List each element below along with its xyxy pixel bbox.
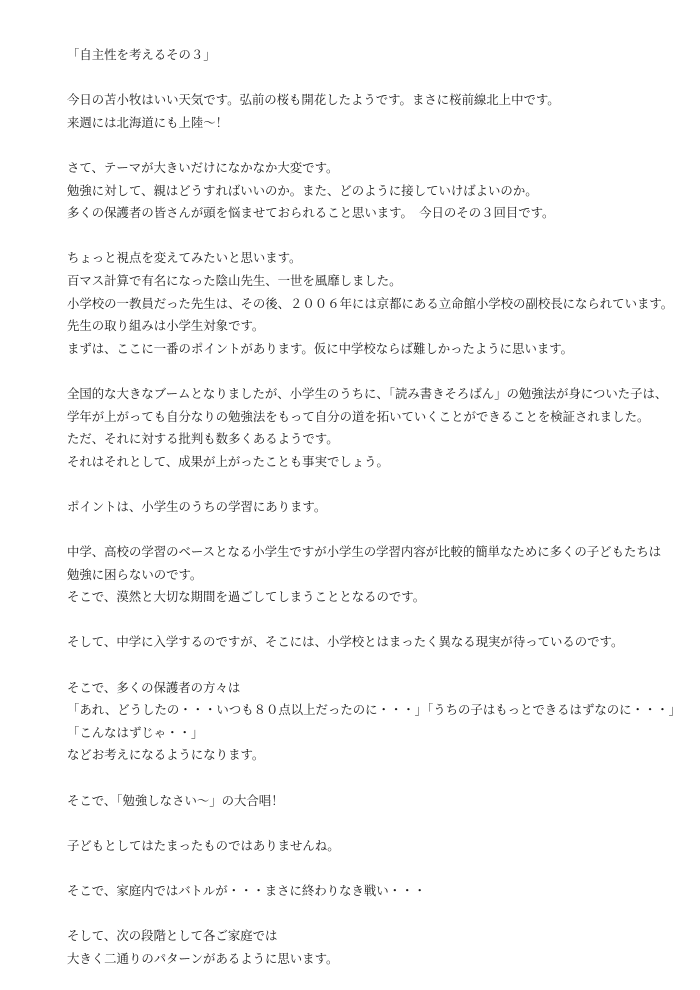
paragraph <box>67 247 687 360</box>
paragraph-spacer <box>67 67 687 90</box>
document-title: 「自主性を考えるその３」 <box>67 47 216 62</box>
document-body <box>67 44 687 970</box>
paragraph <box>67 496 687 519</box>
paragraph <box>67 880 687 903</box>
paragraph <box>67 835 687 858</box>
text-line: 子どもとしてはたまったものではありませんね。 <box>67 837 340 853</box>
paragraph <box>67 677 687 767</box>
text-line: 百マス計算で有名になった陰山先生、一世を風靡しました。 <box>67 272 402 288</box>
text-line: 先生の取り組みは小学生対象です。 <box>67 318 265 334</box>
paragraph <box>67 790 687 813</box>
text-line: などお考えになるようになります。 <box>67 747 265 763</box>
paragraph <box>67 925 687 970</box>
text-line: そこで、多くの保護者の方々は <box>67 679 241 695</box>
text-line: そして、中学に入学するのですが、そこには、小学校とはまったく異なる現実が待っているのです。 <box>67 634 624 650</box>
paragraph-spacer <box>67 518 687 541</box>
text-line: 多くの保護者の皆さんが頭を悩ませておられること思います。 今日のその３回目です。 <box>67 205 555 221</box>
paragraph <box>67 541 687 609</box>
text-line: 勉強に困らないのです。 <box>67 566 203 582</box>
text-line: そこで、「勉強しなさい～」の大合唱！ <box>67 792 284 808</box>
paragraph <box>67 157 687 225</box>
text-line: 全国的な大きなブームとなりましたが、小学生のうちに、「読み書きそろばん」の勉強法が身についた子は、 <box>67 385 668 401</box>
text-line: 「こんなはずじゃ・・」 <box>67 724 204 740</box>
paragraph-spacer <box>67 609 687 632</box>
paragraph-spacer <box>67 473 687 496</box>
paragraph-spacer <box>67 767 687 790</box>
text-line: さて、テーマが大きいだけになかなか大変です。 <box>67 159 339 175</box>
paragraph <box>67 631 687 654</box>
text-line: ちょっと視点を変えてみたいと思います。 <box>67 250 302 266</box>
text-line: 大きく二通りのパターンがあるように思います。 <box>67 950 339 966</box>
paragraph-spacer <box>67 812 687 835</box>
text-line: ただ、それに対する批判も数多くあるようです。 <box>67 431 339 447</box>
text-line: まずは、ここに一番のポイントがあります。仮に中学校ならば難しかったように思います。 <box>67 340 574 356</box>
text-line: 今日の苫小牧はいい天気です。弘前の桜も開花したようです。まさに桜前線北上中です。 <box>67 92 560 108</box>
paragraph-spacer <box>67 654 687 677</box>
text-line: 学年が上がっても自分なりの勉強法をもって自分の道を拓いていくことができることを検証されました。 <box>67 408 650 424</box>
paragraph-spacer <box>67 857 687 880</box>
text-line: 「あれ、どうしたの・・・いつも８０点以上だったのに・・・」「うちの子はもっとできるはずなのに・・・」 <box>67 702 682 718</box>
text-line: そこで、家庭内ではバトルが・・・まさに終わりなき戦い・・・ <box>67 882 426 898</box>
paragraph-spacer <box>67 903 687 926</box>
paragraph-spacer <box>67 134 687 157</box>
paragraph-spacer <box>67 225 687 248</box>
paragraph <box>67 89 687 134</box>
document-title-paragraph <box>67 44 687 67</box>
text-line: ポイントは、小学生のうちの学習にあります。 <box>67 498 327 514</box>
text-line: 中学、高校の学習のベースとなる小学生ですが小学生の学習内容が比較的簡単なために多くの子どもたちは <box>67 544 662 560</box>
text-line: それはそれとして、成果が上がったことも事実でしょう。 <box>67 453 389 469</box>
text-line: そこで、漠然と大切な期間を過ごしてしまうこととなるのです。 <box>67 589 426 605</box>
text-line: 来週には北海道にも上陸～！ <box>67 114 229 130</box>
text-line: そして、次の段階として各ご家庭では <box>67 928 278 944</box>
paragraph-spacer <box>67 360 687 383</box>
text-line: 勉強に対して、親はどうすればいいのか。また、どのように接していけばよいのか。 <box>67 182 538 198</box>
paragraph <box>67 383 687 473</box>
text-line: 小学校の一教員だった先生は、その後、２００６年には京都にある立命館小学校の副校長になられています。 <box>67 295 674 311</box>
